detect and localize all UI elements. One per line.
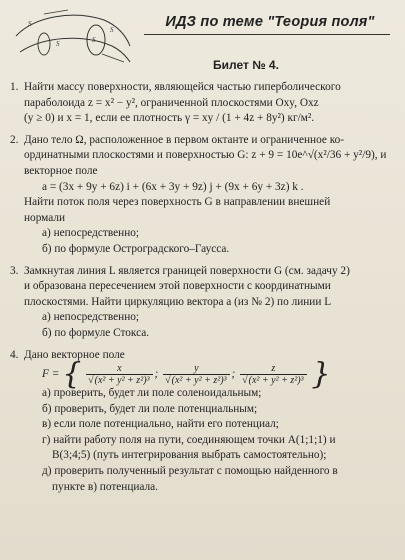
task-text: плоскостями. Найти циркуляцию вектора a (из № 2) по линии L	[24, 295, 332, 308]
logo-label-1: S	[28, 20, 32, 28]
component-z: $\frac{z}{\text{√(x² + y² + z²)³}}$	[240, 363, 306, 386]
task-2	[10, 133, 398, 258]
task-4	[10, 348, 398, 496]
list-item: B(3;4;5) (путь интегрирования выбрать самостоятельно);	[52, 449, 327, 462]
tasks	[10, 80, 398, 501]
task-text: нормали	[24, 211, 66, 224]
task-text: (y ≥ 0) и x = 1, если ее плотность γ = xy / (1 + 4z + 8y²) кг/м².	[24, 112, 315, 125]
surface-flux-illustration	[14, 6, 136, 70]
task-text: Замкнутая линия L является границей поверхности G (см. задачу 2)	[24, 264, 350, 277]
ticket-number: Билет № 4.	[213, 58, 279, 72]
task-number: 1.	[10, 81, 19, 93]
list-item: г) найти работу поля на пути, соединяющем точки A(1;1;1) и	[42, 433, 336, 446]
page-title: ИДЗ по теме "Теория поля"	[165, 14, 375, 30]
task-text: параболоида z = x² − y², ограниченной плоскостями Oxy, Oxz	[24, 96, 319, 109]
task-text: и образована пересечением этой поверхности с координатными	[24, 280, 331, 293]
task-text: Дано тело Ω, расположенное в первом октанте и ограниченное ко-	[24, 133, 345, 146]
list-item: а) непосредственно;	[42, 227, 140, 240]
task-text: Дано векторное поле	[24, 348, 125, 361]
numerator-z: z	[240, 363, 306, 375]
left-brace: {	[62, 356, 82, 392]
numerator-y: y	[163, 363, 229, 375]
logo-label-3: S	[92, 36, 96, 44]
task-number: 2.	[10, 133, 19, 146]
header	[140, 14, 400, 35]
task-1	[10, 80, 398, 127]
formula-lhs: F =	[42, 368, 60, 381]
list-item: б) по формуле Стокса.	[42, 326, 150, 339]
component-y: $\frac{y}{\text{√(x² + y² + z²)³}}$	[163, 363, 229, 386]
list-item: а) непосредственно;	[42, 311, 140, 324]
denominator-x: (x² + y² + z²)³	[94, 375, 150, 387]
numerator-x: x	[86, 363, 152, 375]
separator: ;	[154, 368, 159, 381]
title-underline	[144, 34, 390, 35]
list-item: д) проверить полученный результат с помощью найденного в	[42, 465, 338, 478]
logo-label-4: S	[110, 26, 114, 34]
task-text: Найти массу поверхности, являющейся частью гиперболического	[24, 81, 341, 93]
vector-field-F	[24, 356, 398, 392]
list-item: в) если поле потенциально, найти его потенциал;	[42, 418, 279, 431]
task-number: 4.	[10, 348, 19, 361]
vector-field-formula: a = (3x + 9y + 6z) i + (6x + 3y + 9z) j + (9x + 6y + 3z) k .	[42, 180, 304, 193]
denominator-y: (x² + y² + z²)³	[171, 375, 227, 387]
task-text: Найти поток поля через поверхность G в направлении внешней	[24, 196, 331, 209]
task-text: векторное поле	[24, 164, 98, 177]
task-text: ординатными плоскостями и поверхностью G: z + 9 = 10e^√(x²/36 + y²/9), и	[24, 149, 387, 162]
list-item: пункте в) потенциала.	[52, 480, 158, 493]
list-item: а) проверить, будет ли поле соленоидальным;	[42, 387, 262, 400]
separator: ;	[231, 368, 236, 381]
task-number: 3.	[10, 264, 19, 277]
list-item: б) проверить, будет ли поле потенциальным;	[42, 402, 258, 415]
logo-label-2: S	[56, 40, 60, 48]
list-item: б) по формуле Остроградского–Гаусса.	[42, 242, 230, 255]
component-x: $\frac{x}{\text{√(x² + y² + z²)³}}$	[86, 363, 152, 386]
task-3	[10, 264, 398, 342]
denominator-z: (x² + y² + z²)³	[248, 375, 304, 387]
right-brace: }	[311, 356, 331, 392]
